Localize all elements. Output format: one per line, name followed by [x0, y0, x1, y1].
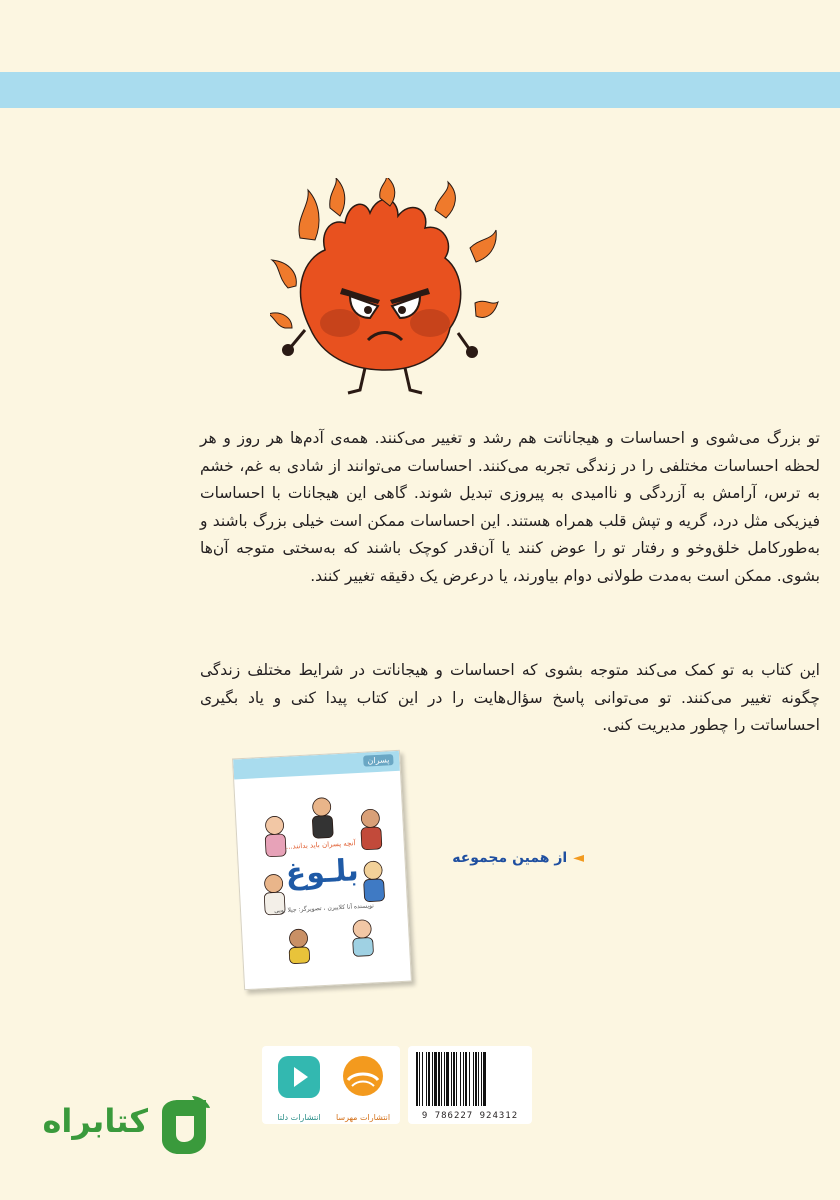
- isbn-barcode-box: [408, 1046, 532, 1124]
- mehrsa-sun-icon: [332, 1052, 394, 1102]
- top-color-band: [0, 72, 840, 108]
- ketabrah-store-logo: [40, 1094, 220, 1160]
- publisher-logos-box: [262, 1046, 400, 1124]
- mehrsa-publisher-logo: [332, 1052, 394, 1122]
- delta-play-icon: [268, 1052, 330, 1102]
- description-paragraph-1: تو بزرگ می‌شوی و احساسات و هیجاناتت هم رشد و تغییر می‌کنند. همه‌ی آدم‌ها هر روز و هر لحظه احساسات مختلفی را در زندگی تجربه می‌کنند. احساسات می‌توانند از شادی به غم، خشم به ترس، آرامش به آزردگی و ناامیدی به پیروزی تبدیل شوند. گاهی این هیجانات با احساسات فیزیکی مثل درد، گریه و تپش قلب همراه هستند. این احساسات ممکن است خیلی بزرگ باشند و به‌طورکامل خلق‌وخو و رفتار تو را عوض کنند یا آن‌قدر کوچک باشند که به‌سختی متوجه آن‌ها بشوی. ممکن است به‌مدت طولانی دوام بیاورند، یا درعرض یک دقیقه تغییر کنند.: [200, 429, 820, 585]
- book-series-logo: پسران: [363, 754, 393, 767]
- book-tagline: آنچه پسران باید بدانند...: [285, 839, 356, 851]
- ketabrah-leaf-icon: [152, 1094, 218, 1160]
- same-series-label: ◄از همین مجموعه: [452, 850, 584, 866]
- delta-publisher-caption: انتشارات دلتا: [277, 1113, 321, 1122]
- store-name: کتابراه: [42, 1102, 148, 1140]
- mehrsa-publisher-caption: انتشارات مهرسا: [335, 1113, 391, 1122]
- triangle-pointer-icon: ◄: [573, 850, 584, 866]
- angry-fire-character-illustration: [270, 178, 500, 413]
- book-credits: نویسنده آنا کلایبرن ، تصویرگر: جیلا بوبی: [274, 902, 375, 915]
- barcode-icon: [414, 1052, 526, 1106]
- delta-publisher-logo: [268, 1052, 330, 1122]
- related-book-cover: [232, 750, 412, 990]
- description-paragraph-2: این کتاب به تو کمک می‌کند متوجه بشوی که احساسات و هیجاناتت در شرایط مختلف زندگی چگونه تغییر می‌کنند. تو می‌توانی پاسخ سؤال‌هایت را در این کتاب پیدا کنی و یاد بگیری احساساتت را چطور مدیریت کنی.: [200, 661, 820, 734]
- isbn-number: 9 786227 924312: [421, 1111, 519, 1121]
- book-title: بلـوغ: [284, 853, 360, 892]
